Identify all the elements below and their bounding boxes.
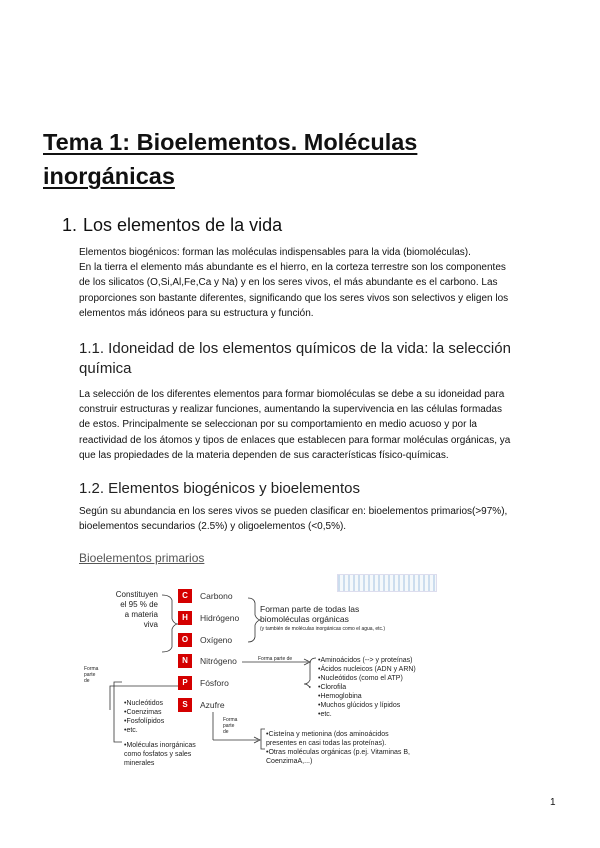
list-item: •Nucleótidos (124, 700, 164, 707)
section-number: 1. (62, 215, 78, 235)
section-12-paragraph (79, 504, 559, 534)
text-line: elementos más idóneos para su estructura y función. (79, 307, 314, 319)
text-line: que las propiedades de la materia dependen de sus características físico-químicas. (79, 449, 449, 461)
list-item: •Fosfolípidos (124, 718, 165, 725)
text-line: viva (143, 620, 158, 629)
text-line: de (223, 729, 229, 735)
text-line: En la tierra el elemento más abundante es el hierro, en la corteza terrestre son los componentes (79, 262, 506, 274)
text-line: Constituyen (115, 590, 158, 599)
list-item: •etc. (124, 727, 138, 734)
list-item: presentes en casi todas las proteínas). (266, 740, 387, 747)
text-line: de estos. Principalmente se seleccionan por su comportamiento en medio acuoso y por la (79, 419, 477, 431)
text-line: bioelementos secundarios (2.5%) y oligoelementos (<0,5%). (79, 521, 347, 533)
document-title: Tema 1: Bioelementos. Moléculas inorgánicas (43, 129, 418, 189)
element-name: Azufre (200, 700, 225, 710)
element-symbol: H (178, 611, 192, 625)
list-item: CoenzimaA,...) (266, 758, 313, 765)
text-line: el 95 % de (120, 600, 158, 609)
text-line: Según su abundancia en los seres vivos se pueden clasificar en: bioelementos primarios(>97%), (79, 506, 508, 517)
element-symbol: O (178, 633, 192, 647)
list-item: minerales (124, 760, 155, 767)
forma-parte-label: Forma parte de (258, 656, 293, 662)
text-line: La selección de los diferentes elementos para formar biomoléculas se debe a su idoneidad para (79, 389, 505, 400)
list-item: •Hemoglobina (318, 693, 362, 700)
forman-text (260, 604, 385, 634)
text-line: Forma (84, 666, 99, 672)
element-name: Fósforo (200, 678, 229, 688)
list-item: •Clorofila (318, 684, 347, 691)
list-item: •Coenzimas (124, 709, 162, 716)
s-forma-parte (223, 717, 237, 735)
text-line: de (84, 678, 90, 684)
list-item: •Cisteína y metionina (dos aminoácidos (266, 731, 389, 738)
text-line: construir estructuras y realizar funciones, aumentando la supervivencia en las células formadas (79, 404, 502, 416)
text-line: parte (223, 723, 235, 729)
section-11-paragraph (79, 387, 559, 463)
bioelements-diagram (80, 572, 440, 790)
element-name: Nitrógeno (200, 656, 237, 666)
phosphorus-list-inorganic (124, 741, 196, 768)
list-item: •Otras moléculas orgánicas (p.ej. Vitaminas B, (266, 749, 410, 756)
element-name: Oxígeno (200, 635, 233, 645)
text-line: a materia (124, 610, 158, 619)
list-item: •Nucleótidos (como el ATP) (318, 675, 403, 682)
list-item: •etc. (318, 711, 332, 718)
list-item: •Ácidos nucleicos (ADN y ARN) (318, 666, 416, 673)
sulfur-list (266, 730, 410, 766)
section-heading (62, 214, 282, 236)
text-line: de los silicatos (O,Si,Al,Fe,Ca y Na) y en los seres vivos, el más abundante es el carbono. Las (79, 277, 498, 289)
list-item: •Aminoácidos (--> y proteínas) (318, 657, 413, 664)
phosphorus-list (124, 699, 164, 735)
element-name: Carbono (200, 591, 233, 601)
element-symbol: S (178, 698, 192, 712)
constituyen-label (110, 590, 158, 630)
subsection-heading: 1.1. Idoneidad de los elementos químicos de la vida: la selección química (79, 340, 511, 377)
text-line: (y también de moléculas inorgánicas como el agua, etc.) (260, 626, 386, 632)
text-line: biomoléculas orgánicas (260, 614, 349, 624)
p-forma-parte (84, 666, 98, 684)
section-heading-text: Los elementos de la vida (83, 215, 283, 235)
subsection-heading: 1.2. Elementos biogénicos y bioelementos (79, 480, 361, 497)
text-line: reactividad de los átomos y tipos de enlaces que establecen para formar moléculas orgánicas, ya (79, 434, 511, 446)
text-line: Forma (223, 717, 238, 723)
text-line: Elementos biogénicos: forman las moléculas indispensables para la vida (biomoléculas). (79, 247, 471, 258)
element-name: Hidrógeno (200, 613, 240, 623)
list-item: •Muchos glúcidos y lípidos (318, 702, 401, 709)
text-line: Forman parte de todas las (260, 604, 360, 614)
element-symbol: C (178, 589, 192, 603)
page-number: 1 (550, 797, 556, 808)
list-item: como fosfatos y sales (124, 751, 192, 758)
section-1-paragraph (79, 245, 559, 321)
element-symbol: P (178, 676, 192, 690)
nitrogen-list (318, 656, 416, 719)
element-symbol: N (178, 654, 192, 668)
list-item: •Moléculas inorgánicas (124, 742, 196, 749)
text-line: proporciones son bastante diferentes, significando que los seres vivos son selectivos y eligen los (79, 292, 509, 304)
text-line: parte (84, 672, 96, 678)
figure-subheading: Bioelementos primarios (79, 551, 205, 565)
